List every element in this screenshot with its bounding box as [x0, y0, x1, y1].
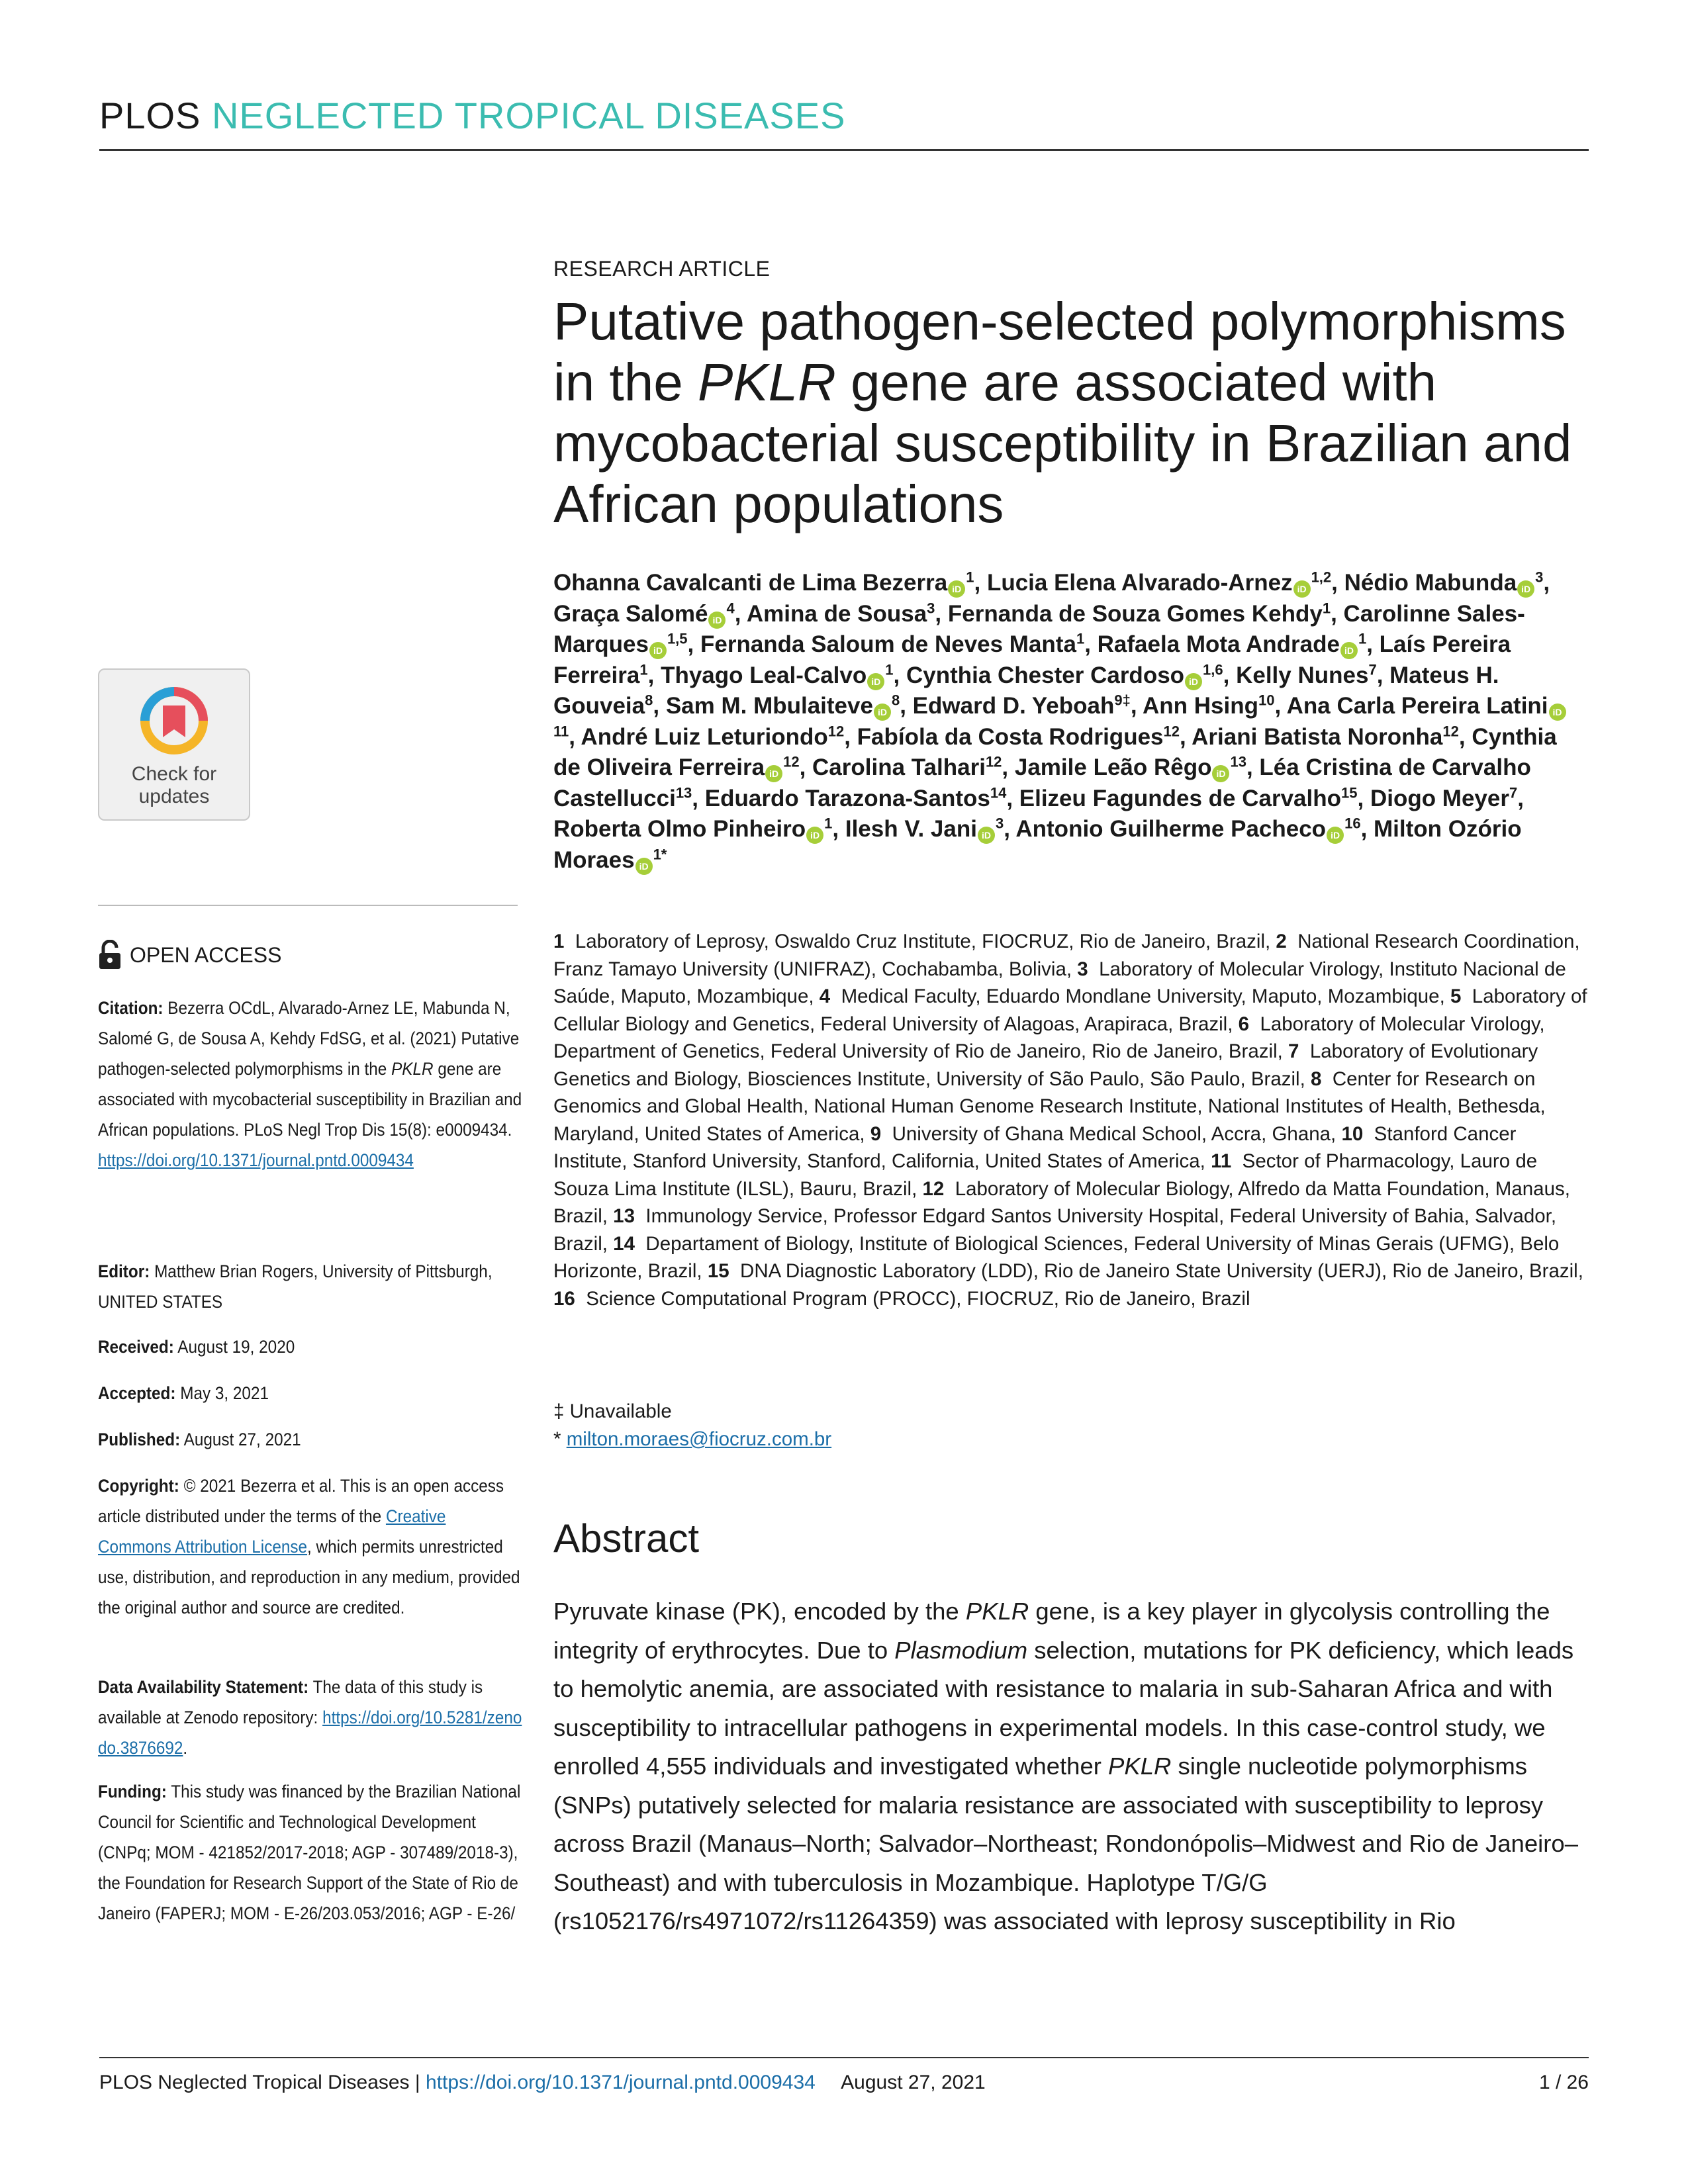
author-name: Cynthia de Oliveira Ferreira [553, 723, 1557, 780]
affiliation-number: 6 [1238, 1013, 1250, 1035]
abstract-heading: Abstract [553, 1516, 700, 1561]
author-affiliation-sup: 7 [1368, 660, 1377, 678]
author-name: Kelly Nunes [1236, 662, 1369, 688]
article-type: RESEARCH ARTICLE [553, 257, 771, 281]
author [845, 816, 1004, 842]
author-affiliation-sup: 8 [891, 692, 900, 709]
orcid-icon[interactable]: iD [1185, 673, 1202, 690]
author-name: Amina de Sousa [746, 600, 927, 627]
author [1192, 724, 1459, 750]
corresponding-email-link[interactable]: milton.moraes@fiocruz.com.br [566, 1428, 832, 1450]
author-name: Edward D. Yeboah [912, 693, 1115, 719]
author-name: Antonio Guilherme Pacheco [1015, 816, 1327, 842]
author-name: Cynthia Chester Cardoso [906, 662, 1185, 688]
author [700, 631, 1084, 657]
orcid-icon[interactable]: iD [874, 704, 891, 721]
author-name: Mateus H. Gouveia [553, 662, 1499, 719]
affiliation-text: DNA Diagnostic Laboratory (LDD), Rio de Janeiro State University (UERJ), Rio de Janeiro, Brazil, [729, 1260, 1583, 1282]
author-affiliation-sup: 3 [1535, 569, 1544, 586]
affiliation-number: 11 [1211, 1150, 1232, 1172]
author-name: André Luiz Leturiondo [581, 723, 828, 750]
author [812, 754, 1002, 780]
author-affiliation-sup: 3 [927, 599, 935, 616]
author-affiliation-sup: 12 [985, 753, 1002, 770]
author-affiliation-sup: 14 [990, 784, 1007, 801]
zenodo-link[interactable]: https://doi.org/10.5281/zenodo.3876692 [98, 1707, 522, 1758]
open-access-label: OPEN ACCESS [98, 940, 281, 970]
affiliation-number: 7 [1288, 1040, 1299, 1062]
affiliation-text: University of Ghana Medical School, Accra, Ghana, [881, 1122, 1342, 1145]
footnotes [553, 1398, 831, 1453]
abstract-body [553, 1592, 1593, 1941]
orcid-icon[interactable]: iD [765, 765, 782, 782]
affiliation-number: 1 [553, 931, 565, 952]
affiliation-text: Laboratory of Molecular Biology, Alfredo da Matta Foundation, Manaus, Brazil, [553, 1177, 1570, 1227]
author-name: Jamile Leão Rêgo [1014, 754, 1212, 780]
orcid-icon[interactable]: iD [978, 827, 995, 844]
affiliation-number: 14 [613, 1232, 635, 1255]
author-affiliation-sup: 8 [645, 692, 653, 709]
author-affiliation-sup: 12 [827, 722, 845, 739]
author-affiliation-sup: 11 [553, 722, 569, 739]
orcid-icon[interactable]: iD [708, 612, 726, 629]
author-name: Nédio Mabunda [1344, 570, 1517, 596]
author-name: Fabíola da Costa Rodrigues [857, 723, 1164, 750]
author-affiliation-sup: 1 [1358, 630, 1367, 647]
page-number: 1 / 26 [1538, 2071, 1589, 2093]
author [581, 724, 844, 750]
affiliation-number: 5 [1450, 985, 1462, 1007]
author [948, 601, 1331, 627]
affiliation-text: Laboratory of Molecular Virology, Instituto Nacional de Saúde, Maputo, Mozambique, [553, 958, 1566, 1007]
author-affiliation-sup: 1,2 [1311, 569, 1332, 586]
author [987, 570, 1331, 596]
author-name: Elizeu Fagundes de Carvalho [1019, 785, 1341, 811]
affiliation-text: Laboratory of Evolutionary Genetics and Biology, Biosciences Institute, University of São Paulo, São Paulo, Brazil, [553, 1040, 1538, 1090]
author-list: Ohanna Cavalcanti de Lima Bezerra $iD^1$, Lucia Elena Alvarado-Arnez iD$^{1,2}$, Nédio Mabunda $iD^3$, Graça Salomé $iD^4$, Amina de Sousa$^3$, Fernanda de Souza Gomes Kehdy$^1$, Carolinne Sales-Marques iD$^{1,5}$, Fernanda Saloum de Neves Manta$^1$, Rafaela Mota Andrade $iD^1$, Laís Pereira Ferreira$^1$, Thyago Leal-Calvo $iD^1$, Cynthia Chester Cardoso iD$^{1,6}$, Kelly Nunes$^7$, Mateus H. Gouveia$^8$, Sam M. Mbulaiteve $iD^8$, Edward D. Yeboah$^{9\ddagger}$, Ann Hsing$^{10}$, Ana Carla Pereira Latini $iD^{11}$, André Luiz Leturiondo$^{12}$, Fabíola da Costa Rodrigues$^{12}$, Ariani Batista Noronha$^{12}$, Cynthia de Oliveira Ferreira $iD^{12}$, Carolina Talhari$^{12}$, Jamile Leão Rêgo $iD^{13}$, Léa Cristina de Carvalho Castellucci$^{13}$, Eduardo Tarazona-Santos$^{14}$, Elizeu Fagundes de Carvalho$^{15}$, Diogo Meyer$^7$, Roberta Olmo Pinheiro $iD^1$, Ilesh V. Jani $iD^3$, Antonio Guilherme Pacheco $iD^{16}$, Milton Ozório Moraes $iD^{1*}$ [553, 568, 1586, 876]
author-affiliation-sup: 12 [1442, 722, 1459, 739]
author-affiliation-sup: 1 [824, 815, 833, 832]
header-divider [99, 149, 1589, 151]
author [1344, 570, 1544, 596]
affiliation-number: 8 [1311, 1068, 1322, 1090]
author-name: Eduardo Tarazona-Santos [704, 785, 990, 811]
affiliation-number: 12 [922, 1177, 945, 1200]
affiliation-number: 13 [613, 1205, 635, 1227]
check-for-updates-badge[interactable] [98, 668, 250, 821]
author-name: Ana Carla Pereira Latini [1286, 693, 1548, 719]
citation-block: Citation: Bezerra OCdL, Alvarado-Arnez LE, Mabunda N, Salomé G, de Sousa A, Kehdy FdSG, et al. (2021) Putative pathogen-selected polymorphisms in the PKLR gene are associated with mycobacterial susceptibility in Brazilian and African populations. PLoS Negl Trop Dis 15(8): e0009434. https://doi.org/10.1371/journal.pntd.0009434 [98, 998, 522, 1170]
author [661, 662, 893, 688]
orcid-icon[interactable]: iD [1517, 580, 1534, 598]
author-name: Roberta Olmo Pinheiro [553, 816, 806, 842]
affiliation-number: 4 [819, 985, 831, 1007]
author-name: Graça Salomé [553, 600, 708, 627]
author-name: Carolinne Sales-Marques [553, 600, 1525, 657]
orcid-icon[interactable]: iD [1549, 704, 1566, 721]
affiliation-text: Sector of Pharmacology, Lauro de Souza Lima Institute (ILSL), Bauru, Brazil, [553, 1150, 1538, 1200]
abstract-italic-term: PKLR [1108, 1752, 1172, 1780]
author-name: Fernanda de Souza Gomes Kehdy [947, 600, 1323, 627]
author-affiliation-sup: 1* [653, 845, 667, 862]
unavailable-note: ‡ Unavailable [553, 1400, 672, 1422]
affiliation-number: 3 [1077, 958, 1088, 980]
author [705, 786, 1007, 811]
author-name: Léa Cristina de Carvalho Castellucci [553, 754, 1531, 811]
journal-plos-wordmark: PLOS [99, 95, 201, 136]
abstract-italic-term: PKLR [965, 1598, 1029, 1625]
affiliation-text: Center for Research on Genomics and Global Health, National Human Genome Research Institute, National Institutes of Health, Bethesda, Maryland, United States of America, [553, 1068, 1546, 1145]
affiliation-text: National Research Coordination, Franz Tamayo University (UNIFRAZ), Cochabamba, Bolivia, [553, 931, 1580, 980]
footer-divider [99, 2057, 1589, 2058]
author-name: Laís Pereira Ferreira [553, 631, 1511, 688]
license-link[interactable]: Creative Commons Attribution License [98, 1506, 446, 1557]
author-name: Ilesh V. Jani [845, 816, 977, 842]
affiliation-text: Immunology Service, Professor Edgard Santos University Hospital, Federal University of Bahia, Salvador, Brazil, [553, 1205, 1557, 1255]
author-name: Lucia Elena Alvarado-Arnez [986, 570, 1293, 596]
accepted-date: Accepted: May 3, 2021 [98, 1383, 269, 1403]
author [1143, 693, 1274, 719]
author-name: Fernanda Saloum de Neves Manta [700, 631, 1076, 657]
author [747, 601, 935, 627]
sidebar-divider [98, 905, 518, 906]
orcid-icon[interactable]: iD [1293, 580, 1311, 598]
open-lock-icon [98, 940, 122, 970]
affiliation-text: Medical Faculty, Eduardo Mondlane University, Maputo, Mozambique, [830, 985, 1450, 1007]
abstract-text: Pyruvate kinase (PK), encoded by the [553, 1598, 966, 1625]
abstract-text: gene, is a key player in glycolysis controlling the integrity of erythrocytes. Due to [553, 1598, 1550, 1664]
check-updates-icon [138, 684, 211, 757]
author-affiliation-sup: 13 [1230, 753, 1246, 770]
author-name: Rafaela Mota Andrade [1097, 631, 1340, 657]
author-affiliation-sup: 1,6 [1203, 660, 1223, 678]
author-affiliation-sup: 10 [1258, 692, 1275, 709]
author-affiliation-sup: 12 [783, 753, 800, 770]
affiliation-text: Stanford Cancer Institute, Stanford University, Stanford, California, United States of America, [553, 1122, 1517, 1172]
author-affiliation-sup: 4 [726, 599, 735, 616]
author-name: Diogo Meyer [1370, 785, 1509, 811]
affiliation-text: Laboratory of Molecular Virology, Department of Genetics, Federal University of Rio de Janeiro, Rio de Janeiro, Brazil, [553, 1013, 1545, 1062]
journal-header [99, 94, 845, 137]
author-name: Thyago Leal-Calvo [661, 662, 867, 688]
journal-name: NEGLECTED TROPICAL DISEASES [211, 95, 846, 136]
orcid-icon[interactable]: iD [1212, 765, 1229, 782]
article-title: Putative pathogen-selected polymorphisms in the PKLR gene are associated with mycobacterial susceptibility in Brazilian and African populations [553, 292, 1572, 533]
citation-doi-link[interactable]: https://doi.org/10.1371/journal.pntd.0009434 [98, 1150, 414, 1170]
orcid-icon[interactable]: iD [635, 858, 653, 875]
affiliation-number: 10 [1341, 1122, 1364, 1145]
affiliations [553, 928, 1593, 1312]
footer-doi-link[interactable]: https://doi.org/10.1371/journal.pntd.0009434 [426, 2071, 816, 2093]
author-affiliation-sup: 1 [885, 660, 894, 678]
funding-block: Funding: This study was financed by the Brazilian National Council for Scientific and Technological Development (CNPq; MOM - 421852/2017-2018; AGP - 307489/2018-3), the Foundation for Research Support of the State of Rio de Janeiro (FAPERJ; MOM - E-26/203.053/2016; AGP - E-26/ [98, 1782, 521, 1923]
author-affiliation-sup: 1 [639, 660, 648, 678]
author-affiliation-sup: 16 [1344, 815, 1361, 832]
author [906, 662, 1223, 688]
footer-left: PLOS Neglected Tropical Diseases | https://doi.org/10.1371/journal.pntd.0009434 August 27, 2021 [99, 2071, 986, 2093]
orcid-icon[interactable]: iD [867, 673, 884, 690]
received-date: Received: August 19, 2020 [98, 1337, 295, 1357]
corresponding-email-line: * milton.moraes@fiocruz.com.br [553, 1428, 832, 1450]
data-availability-block: Data Availability Statement: The data of this study is available at Zenodo repository: https://doi.org/10.5281/zenodo.3876692. [98, 1677, 522, 1758]
check-updates-label: Check for updates [131, 763, 217, 807]
abstract-text: single nucleotide polymorphisms (SNPs) putatively selected for malaria resistance are associated with susceptibility to leprosy across Brazil (Manaus–North; Salvador–Northeast; Rondonópolis–Midwest and Rio de Janeiro–Southeast) and with tuberculosis in Mozambique. Haplotype T/G/G (rs1052176/rs4971072/rs11264359) was associated with leprosy susceptibility in Rio [553, 1752, 1579, 1934]
published-date: Published: August 27, 2021 [98, 1430, 301, 1449]
author-name: Ariani Batista Noronha [1192, 723, 1443, 750]
author [1236, 662, 1377, 688]
author-affiliation-sup: 7 [1509, 784, 1518, 801]
affiliation-number: 2 [1276, 931, 1287, 952]
author-affiliation-sup: 1 [1076, 630, 1085, 647]
author [913, 693, 1131, 719]
affiliation-number: 15 [707, 1260, 729, 1282]
author [553, 570, 974, 596]
author [553, 601, 735, 627]
author-name: Milton Ozório Moraes [553, 816, 1522, 873]
affiliation-number: 16 [553, 1287, 575, 1310]
orcid-icon[interactable]: iD [649, 642, 667, 659]
affiliation-text: Laboratory of Cellular Biology and Genetics, Federal University of Alagoas, Arapiraca, Brazil, [553, 985, 1587, 1035]
orcid-icon[interactable]: iD [948, 580, 965, 598]
author-name: Ann Hsing [1143, 693, 1258, 719]
author-affiliation-sup: 1 [1322, 599, 1331, 616]
author-name: Ohanna Cavalcanti de Lima Bezerra [553, 570, 948, 596]
author [553, 816, 832, 842]
author-affiliation-sup: 1 [966, 569, 974, 586]
orcid-icon[interactable]: iD [1340, 642, 1358, 659]
author [857, 724, 1180, 750]
affiliation-text: Laboratory of Leprosy, Oswaldo Cruz Institute, FIOCRUZ, Rio de Janeiro, Brazil, [564, 931, 1276, 952]
footer-date: August 27, 2021 [841, 2071, 986, 2093]
page-footer [99, 2071, 1589, 2094]
abstract-italic-term: Plasmodium [894, 1636, 1028, 1664]
author-affiliation-sup: 3 [995, 815, 1004, 832]
author-affiliation-sup: 13 [675, 784, 692, 801]
author-name: Sam M. Mbulaiteve [665, 693, 873, 719]
affiliation-number: 9 [870, 1122, 882, 1145]
author-affiliation-sup: 12 [1163, 722, 1180, 739]
author-affiliation-sup: 15 [1341, 784, 1358, 801]
author [1015, 754, 1246, 780]
author [1015, 816, 1360, 842]
author [666, 693, 900, 719]
orcid-icon[interactable]: iD [1327, 827, 1344, 844]
orcid-icon[interactable]: iD [806, 827, 823, 844]
author [1370, 786, 1517, 811]
author [1019, 786, 1358, 811]
author-affiliation-sup: 1,5 [667, 630, 688, 647]
editor-block: Editor: Matthew Brian Rogers, University of Pittsburgh, UNITED STATES [98, 1261, 492, 1312]
abstract-text: selection, mutations for PK deficiency, which leads to hemolytic anemia, are associated with resistance to malaria in sub-Saharan Africa and with susceptibility to intracellular pathogens in experimental models. In this case-control study, we enrolled 4,555 individuals and investigated whether [553, 1636, 1574, 1780]
author [1098, 631, 1367, 657]
affiliation-text: Departament of Biology, Institute of Biological Sciences, Federal University of Minas Gerais (UFMG), Belo Horizonte, Brazil, [553, 1232, 1560, 1282]
author-affiliation-sup: 9‡ [1114, 692, 1131, 709]
author-name: Carolina Talhari [812, 754, 986, 780]
affiliation-text: Science Computational Program (PROCC), FIOCRUZ, Rio de Janeiro, Brazil [575, 1287, 1250, 1310]
copyright-block: Copyright: © 2021 Bezerra et al. This is an open access article distributed under the terms of the Creative Commons Attribution License, which permits unrestricted use, distribution, and reproduction in any medium, provided the original author and source are credited. [98, 1476, 520, 1617]
